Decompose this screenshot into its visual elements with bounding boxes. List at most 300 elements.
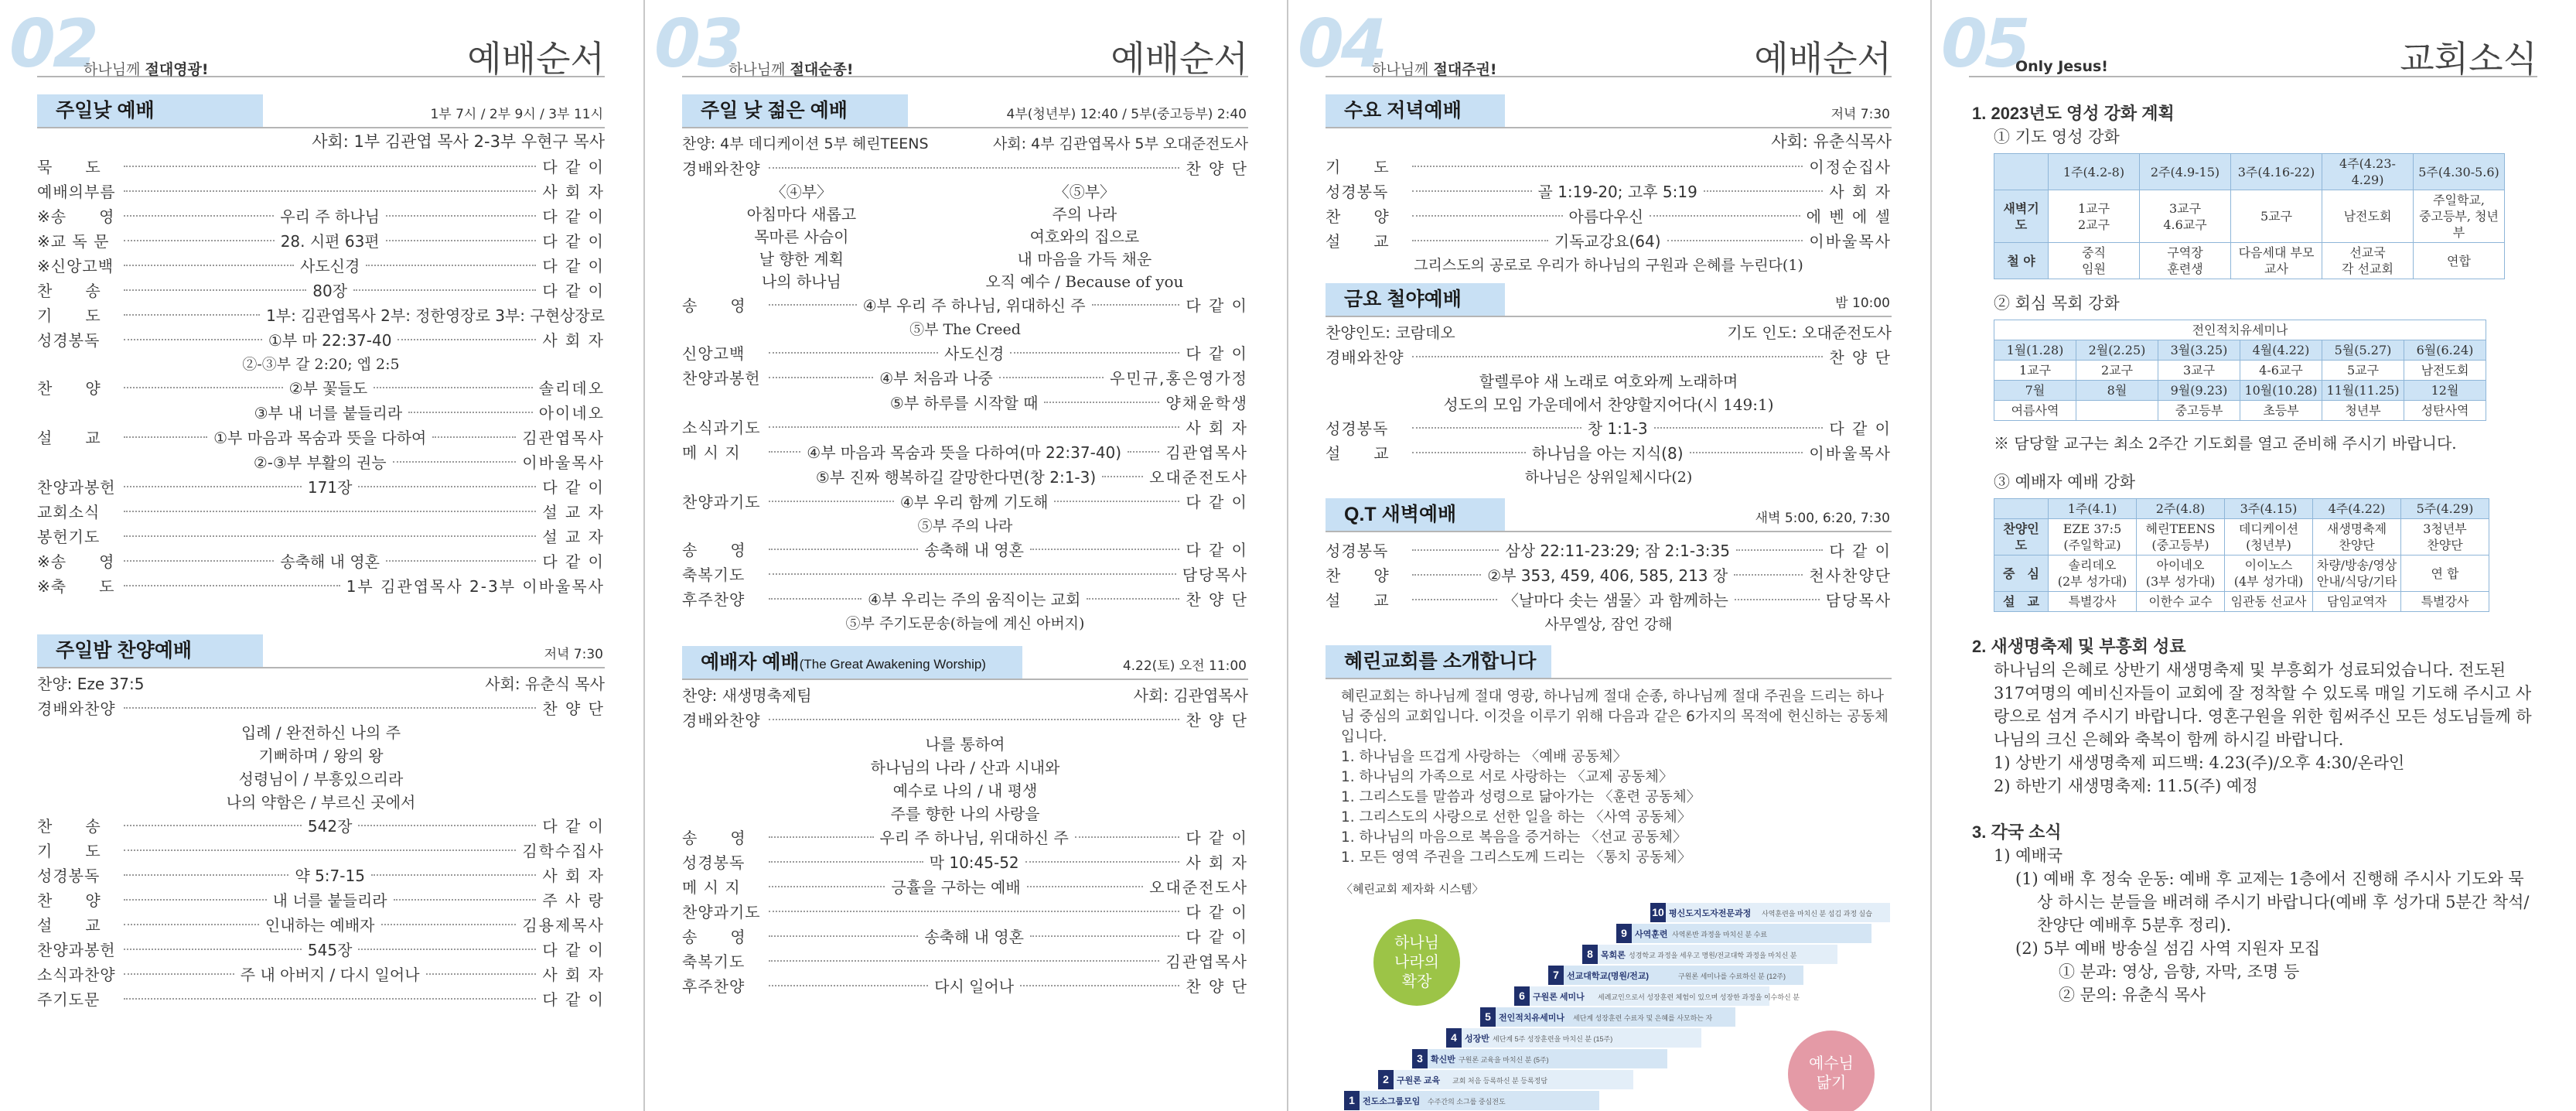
order-leader: 김용제목사 <box>522 916 605 935</box>
order-leader: 1부 김관엽목사 2-3부 이바울목사 <box>346 577 605 596</box>
order-label: 송 영 <box>682 541 746 559</box>
table-note: ※ 담당할 교구는 최소 2주간 기도회를 열고 준비해 주시기 바랍니다. <box>1994 434 2457 453</box>
stair-text: 평신도지도자전문과정 <box>1669 909 1752 918</box>
order-item: 주 내 아버지 / 다시 일어나 <box>240 966 420 984</box>
order-row <box>37 179 605 204</box>
praise-line: 찬양인도: 코람데오 기도 인도: 오대준전도사 <box>1326 323 1892 342</box>
page-number: 03 <box>654 5 741 83</box>
order-label: 설 교 <box>1326 591 1390 610</box>
order-row <box>682 925 1248 949</box>
order-sub: ②-③부 갈 2:20; 엡 2:5 <box>242 356 400 373</box>
order-row <box>37 962 605 987</box>
text-line: 목마른 사슴이 <box>754 227 849 246</box>
order-row <box>37 814 605 839</box>
order-leader: 다 같 이 <box>1186 541 1249 559</box>
order-row <box>37 863 605 888</box>
order-leader: 다 같 이 <box>1186 344 1248 363</box>
order-leader: 다 같 이 <box>542 257 605 275</box>
table-cell: 6월(6.24) <box>2404 340 2486 361</box>
table-cell: 찬양인도 <box>1994 519 2049 556</box>
table-cell: 중 심 <box>1994 556 2049 592</box>
order-row <box>682 826 1248 850</box>
order-row <box>37 303 605 328</box>
table-cell: 여름사역 <box>1994 401 2076 421</box>
order-list <box>682 156 1248 181</box>
prayer-schedule-table <box>1994 153 2505 279</box>
table-cell: 청년부 <box>2322 401 2404 421</box>
section-header-intro: 혜린교회를 소개합니다 <box>1326 645 1892 679</box>
order-list <box>1326 538 1892 613</box>
worship-schedule-table <box>1994 498 2489 612</box>
stair-text: 확신반 <box>1431 1055 1455 1065</box>
order-item: 기독교강요(64) <box>1554 232 1661 251</box>
order-row <box>37 204 605 229</box>
order-row <box>1326 441 1892 466</box>
table-cell: 5교구 <box>2322 361 2404 381</box>
order-item: ①부 마음과 목숨과 뜻을 다하여 <box>213 429 427 447</box>
order-item: ②부 353, 459, 406, 585, 213 장 <box>1487 566 1728 585</box>
table-cell: 3교구 4.6교구 <box>2140 190 2231 243</box>
order-row <box>37 376 605 401</box>
page-header <box>9 0 605 83</box>
order-row <box>1326 416 1892 441</box>
order-label: 찬양과봉헌 <box>37 941 116 959</box>
news-item: ① 분과: 영상, 음향, 자막, 조명 등 <box>2059 962 2300 981</box>
section-header-wednesday: 수요 저녁예배 저녁 7:30 <box>1326 94 1892 128</box>
order-leader: 다 같 이 <box>1186 928 1249 946</box>
order-item: ④부 마음과 목숨과 뜻을 다하여(마 22:37-40) <box>807 443 1122 462</box>
order-sub: ⑤부 주기도문송(하늘에 계신 아버지) <box>845 615 1085 632</box>
news-item: (1) 예배 후 정숙 운동: 예배 후 교제는 1층에서 진행해 주시사 기도와 묵상 하시는 분들을 배려해 주시기 바랍니다(예배 후 성가대 5분간 착석/찬양단 예배후 5분후 정리). <box>2015 870 2530 935</box>
table-cell: 5주(4.30-5.6) <box>2414 154 2505 190</box>
order-row <box>37 987 605 1012</box>
page-tagline: 하나님께 절대주권! <box>1372 61 1497 78</box>
stair-text: 5 <box>1485 1010 1491 1023</box>
stair-text: 10 <box>1652 906 1664 918</box>
text-line: 확장 <box>1401 972 1432 990</box>
order-label: 성경봉독 <box>1326 542 1389 560</box>
order-label: 찬 양 <box>1326 207 1390 226</box>
page-03 <box>643 0 1287 1111</box>
stair-text: 6 <box>1519 990 1525 1002</box>
lyric-line: 성도의 모임 가운데에서 찬양할지어다(시 149:1) <box>1443 395 1774 414</box>
stair-text: 목회론 <box>1601 951 1626 960</box>
text-line: 예수님 <box>1809 1054 1854 1072</box>
order-leader: 설 교 자 <box>542 503 605 521</box>
stair-text: 구원론 교육 <box>1397 1076 1441 1085</box>
order-sub: ⑤부 The Creed <box>909 321 1021 338</box>
text-line: 오직 예수 / Because of you <box>985 272 1184 291</box>
order-list <box>682 490 1248 514</box>
discipleship-diagram <box>1326 879 1892 1111</box>
sub-caption: ① 기도 영성 강화 <box>1994 128 2120 146</box>
table-title: 전인적치유세미나 <box>1994 320 2486 340</box>
order-list <box>1326 416 1892 466</box>
presider: 사회: 1부 김관엽 목사 2-3부 우현구 목사 <box>312 132 605 151</box>
table-cell: 남전도회 <box>2322 190 2414 243</box>
table-cell: 임관동 선교사 <box>2225 592 2313 612</box>
order-row <box>682 366 1248 391</box>
table-cell: 특별강사 <box>2049 592 2137 612</box>
sub-caption: ② 회심 목회 강화 <box>1994 294 2120 313</box>
stair-text: 4 <box>1451 1031 1457 1044</box>
order-label: ※송 영 <box>37 552 115 571</box>
order-label: 신앙고백 <box>682 344 746 363</box>
order-label: 송 영 <box>682 928 746 946</box>
table-cell: 구역장 훈련생 <box>2140 243 2231 279</box>
order-row <box>682 974 1248 999</box>
table-cell: 4-6교구 <box>2240 361 2322 381</box>
order-leader: 찬 양 단 <box>1186 711 1248 730</box>
table-cell: 특별강사 <box>2401 592 2489 612</box>
stair-text: 구원론 교육을 마치신 분 (5주) <box>1459 1056 1549 1064</box>
table-cell: 4주(4.22) <box>2313 499 2401 519</box>
news-heading: 3. 각국 소식 <box>1972 822 2062 842</box>
page-header <box>1298 0 1892 83</box>
lyrics <box>1326 370 1892 416</box>
order-label: 설 교 <box>1326 444 1390 463</box>
table-cell: 3청년부 찬양단 <box>2401 519 2489 556</box>
table-cell: 1월(1.28) <box>1994 340 2076 361</box>
seminar-schedule-table <box>1994 320 2486 421</box>
text-line: 날 향한 계획 <box>759 250 844 268</box>
order-item: 인내하는 예배자 <box>264 916 375 935</box>
order-row <box>37 500 605 525</box>
order-row <box>682 850 1248 875</box>
order-row <box>37 229 605 254</box>
order-row: ⑤부 진짜 행복하길 갈망한다면(창 2:1-3) 오대준전도사 <box>815 468 1248 487</box>
text-line: 1. 하나님의 마음으로 복음을 증거하는 〈선교 공동체〉 <box>1341 829 1687 846</box>
order-leader: 다 같 이 <box>542 158 605 176</box>
order-row <box>1326 179 1892 204</box>
lyric-line: 나를 통하여 <box>925 735 1005 754</box>
order-label: 설 교 <box>37 429 101 447</box>
page-header <box>654 0 1248 83</box>
table-cell: 5주(4.29) <box>2401 499 2489 519</box>
stair-text: 9 <box>1621 927 1627 939</box>
stair-text: 구원론 세미나를 수료하신 분 (12주) <box>1678 973 1786 980</box>
order-leader: 다 같 이 <box>1186 493 1248 511</box>
order-sub: 하나님은 상위일체시다(2) <box>1524 469 1693 486</box>
stair-text: 세단계 성장훈련 수료자 및 은혜를 사모하는 자 <box>1573 1014 1713 1022</box>
stair-text: 7 <box>1553 969 1559 981</box>
order-label: 기 도 <box>37 842 101 860</box>
table-cell: 연합 <box>2414 243 2505 279</box>
stair-text: 성장반 <box>1465 1034 1489 1044</box>
order-row <box>682 293 1248 318</box>
order-label: 예배의부름 <box>37 183 116 201</box>
table-cell: 담임교역자 <box>2313 592 2401 612</box>
order-leader: 천사찬양단 <box>1809 566 1892 585</box>
section-header-friday: 금요 철야예배 밤 10:00 <box>1326 283 1892 317</box>
order-label: 성경봉독 <box>37 331 101 350</box>
order-sub: ⑤부 주의 나라 <box>917 518 1013 535</box>
stair-text: 선교대학교(명원/전교) <box>1567 972 1650 981</box>
order-label: 설 교 <box>37 916 101 935</box>
lyric-line: 기뻐하며 / 왕의 왕 <box>258 747 384 765</box>
text-line: 1. 모든 영역 주권을 그리스도께 드리는 〈통치 공동체〉 <box>1341 849 1692 866</box>
order-leader: 다 같 이 <box>1186 903 1248 921</box>
order-list <box>1326 345 1892 370</box>
sub-caption: ③ 예배자 예배 강화 <box>1994 473 2136 491</box>
order-leader: 이정순집사 <box>1809 158 1892 176</box>
order-row: ②-③부 부활의 권능 이바울목사 <box>253 453 606 472</box>
order-row <box>37 279 605 303</box>
order-row <box>37 475 605 500</box>
circle-christlike <box>1788 1031 1875 1111</box>
table-cell: 1교구 2교구 <box>2049 190 2140 243</box>
order-leader: 김관엽목사 <box>1165 443 1248 462</box>
page-02 <box>0 0 643 1111</box>
order-list <box>682 293 1248 318</box>
text-line: 여호와의 집으로 <box>1029 227 1140 246</box>
table-cell: 5월(5.27) <box>2322 340 2404 361</box>
table-cell: 4월(4.22) <box>2240 340 2322 361</box>
order-row <box>1326 538 1892 563</box>
page-title: 예배순서 <box>1111 38 1248 80</box>
order-label: 경배와찬양 <box>682 159 761 178</box>
page-tagline: 하나님께 절대순종! <box>728 61 854 78</box>
text-line: 〈⑤부〉 <box>1053 183 1116 201</box>
table-cell: 이이노스 (4부 성가대) <box>2225 556 2313 592</box>
intro-text <box>1326 687 1892 868</box>
order-label: 축복기도 <box>682 566 746 584</box>
order-row <box>37 696 605 721</box>
table-cell: 1주(4.2-8) <box>2049 154 2140 190</box>
order-item: 송축해 내 영혼 <box>924 928 1024 946</box>
stair-text: 사역훈련을 마치신 분 섬김 과정 실습 <box>1762 910 1872 918</box>
order-row <box>37 426 605 450</box>
page-tagline: 하나님께 절대영광! <box>84 61 209 78</box>
order-label: 찬양과기도 <box>682 903 761 921</box>
order-row <box>682 490 1248 514</box>
stair-text: 3 <box>1417 1052 1423 1065</box>
order-leader: 사 회 자 <box>542 966 606 984</box>
order-leader: 김관엽목사 <box>1165 952 1248 971</box>
order-item: ②부 꽃들도 <box>288 379 368 398</box>
order-row <box>1326 204 1892 229</box>
table-cell: 데디케이션 (청년부) <box>2225 519 2313 556</box>
table-cell: 10월(10.28) <box>2240 381 2322 401</box>
table-cell: 선교국 각 선교회 <box>2322 243 2414 279</box>
table-cell: 성탄사역 <box>2404 401 2486 421</box>
news-heading: 1. 2023년도 영성 강화 계획 <box>1972 104 2175 123</box>
table-cell: 1주(4.1) <box>2049 499 2137 519</box>
order-row: ③부 내 너를 붙들리라 아이네오 <box>254 404 605 422</box>
table-cell: 남전도회 <box>2404 361 2486 381</box>
table-cell: 1교구 <box>1994 361 2076 381</box>
lyric-line: 입례 / 완전하신 나의 주 <box>241 723 401 742</box>
order-label: ※교 독 문 <box>37 232 110 251</box>
table-cell: 8월 <box>2076 381 2158 401</box>
table-cell: 5교구 <box>2231 190 2322 243</box>
order-label: 찬양과봉헌 <box>37 478 116 497</box>
text-line: 〈④부〉 <box>770 183 833 201</box>
order-list <box>682 341 1248 391</box>
page-title: 예배순서 <box>467 38 605 80</box>
lyric-line: 나의 약함은 / 부르신 곳에서 <box>226 793 416 812</box>
page-number: 05 <box>1941 5 2028 83</box>
order-item: 우리 주 하나님, 위대하신 주 <box>879 829 1069 847</box>
order-list <box>37 426 605 450</box>
table-cell: 12월 <box>2404 381 2486 401</box>
order-list <box>37 696 605 721</box>
order-item: 다시 일어나 <box>934 977 1015 996</box>
stair-text: 세례교인으로서 성장훈련 체험이 있으며 성장한 과정을 이수하신 분 <box>1598 993 1800 1001</box>
order-label: 후주찬양 <box>682 590 746 609</box>
news-item: 1) 상반기 새생명축제 피드백: 4.23(주)/오후 4:30/온라인 <box>1994 754 2405 772</box>
order-row <box>37 254 605 279</box>
table-cell: 새벽기도 <box>1994 190 2049 243</box>
table-cell: 중고등부 <box>2158 401 2240 421</box>
order-label: 찬 송 <box>37 282 101 300</box>
order-label: 경배와찬양 <box>37 699 116 718</box>
order-label: 성경봉독 <box>37 867 101 885</box>
order-leader: 솔리데오 <box>538 379 606 398</box>
order-row <box>37 938 605 962</box>
order-row <box>1326 229 1892 254</box>
table-cell: 솔리데오 (2부 성가대) <box>2049 556 2137 592</box>
page-number: 04 <box>1298 5 1384 83</box>
order-item: 1부: 김관엽목사 2부: 정한영장로 3부: 구현상장로 <box>266 306 605 325</box>
order-leader: 다 같 이 <box>542 207 606 226</box>
order-label: 기 도 <box>37 306 101 325</box>
order-label: 묵 도 <box>37 158 101 176</box>
news-heading: 2. 새생명축제 및 부흥회 성료 <box>1972 637 2186 656</box>
table-cell: 2교구 <box>2076 361 2158 381</box>
order-row <box>682 341 1248 366</box>
order-row <box>682 949 1248 974</box>
order-list <box>682 826 1248 999</box>
order-item: 우리 주 하나님 <box>280 207 380 226</box>
order-item: ④부 우리는 주의 움직이는 교회 <box>868 590 1081 609</box>
stair-text: 전인적치유세미나 <box>1499 1014 1565 1023</box>
order-label: 성경봉독 <box>1326 419 1389 438</box>
table-cell: 3월(3.25) <box>2158 340 2240 361</box>
order-leader: 주 사 랑 <box>542 891 605 910</box>
order-leader: 사 회 자 <box>542 867 605 885</box>
order-row <box>37 328 605 353</box>
table-cell: 새생명축제 찬양단 <box>2313 519 2401 556</box>
order-list <box>682 708 1248 733</box>
order-row <box>682 415 1248 440</box>
order-item: 창 1:1-3 <box>1587 419 1648 438</box>
order-row <box>682 708 1248 733</box>
order-row <box>682 156 1248 181</box>
order-row <box>37 574 605 599</box>
lyric-line: 할렐루야 새 노래로 여호와께 노래하며 <box>1479 372 1738 391</box>
order-item: 골 1:19-20; 고후 5:19 <box>1537 183 1697 201</box>
lyric-line: 예수로 나의 / 내 평생 <box>892 781 1038 800</box>
order-label: ※신앙고백 <box>37 257 114 275</box>
order-label: 후주찬양 <box>682 977 746 996</box>
order-item: 내 너를 붙들리라 <box>272 891 387 910</box>
order-label: 찬 양 <box>37 891 101 910</box>
order-label: 기 도 <box>1326 158 1390 176</box>
lyrics <box>37 721 605 814</box>
order-row <box>1326 345 1892 370</box>
table-cell: 다음세대 부모 교사 <box>2231 243 2322 279</box>
order-sub: 그리스도의 공로로 우리가 하나님의 구원과 은혜를 누린다(1) <box>1414 257 1803 274</box>
stair-text: 수주간의 소그룹 중심전도 <box>1428 1098 1506 1106</box>
order-label: 설 교 <box>1326 232 1390 251</box>
order-leader: 설 교 자 <box>542 528 605 546</box>
order-row <box>37 839 605 863</box>
order-leader: 김학수집사 <box>522 842 605 860</box>
order-item: ④부 우리 함께 기도해 <box>899 493 1049 511</box>
text-line: 내 마음을 가득 채운 <box>1017 250 1152 268</box>
table-cell: 중직 임원 <box>2049 243 2140 279</box>
stair-text: 전도소그룹모임 <box>1363 1097 1421 1106</box>
order-row <box>1326 563 1892 588</box>
text-line: 나라의 <box>1394 952 1439 971</box>
page-05 <box>1930 0 2576 1111</box>
lyric-line: 주를 향한 나의 사랑을 <box>890 805 1040 823</box>
order-leader: 다 같 이 <box>542 552 606 571</box>
order-row <box>682 587 1248 612</box>
order-label: 찬 송 <box>37 817 101 836</box>
section-header-youth: 주일 낮 젊은 예배 4부(청년부) 12:40 / 5부(중고등부) 2:40 <box>682 94 1248 128</box>
page-number: 02 <box>9 5 96 83</box>
order-item: ④부 우리 주 하나님, 위대하신 주 <box>862 296 1086 315</box>
order-leader: 찬 양 단 <box>1186 977 1248 996</box>
praise-line: 찬양: Eze 37:5 사회: 유춘식 목사 <box>37 675 605 693</box>
text-line: 주의 나라 <box>1052 205 1117 224</box>
order-leader: 다 같 이 <box>1186 829 1248 847</box>
order-label: 교회소식 <box>37 503 101 521</box>
order-label: 경배와찬양 <box>1326 348 1404 367</box>
table-cell: EZE 37:5 (주일학교) <box>2049 519 2137 556</box>
text-line: 1. 하나님의 가족으로 서로 사랑하는 〈교제 공동체〉 <box>1341 769 1674 785</box>
stair-text: 8 <box>1587 948 1593 960</box>
order-label: 찬양과봉헌 <box>682 369 761 388</box>
order-row <box>37 913 605 938</box>
order-list <box>1326 155 1892 254</box>
stair-text: 구원론 세미나 <box>1533 993 1585 1002</box>
presider: 사회: 유춘식목사 <box>1771 132 1892 151</box>
order-sub: 사무엘상, 잠언 강해 <box>1544 616 1673 633</box>
lyric-line: 성령님이 / 부흥있으리라 <box>238 770 404 788</box>
order-leader: 찬 양 단 <box>542 699 605 718</box>
order-item: 아름다우신 <box>1568 207 1644 226</box>
stair-text: 2 <box>1383 1073 1389 1085</box>
table-cell: 헤린TEENS (중고등부) <box>2137 519 2225 556</box>
table-cell: 주일학교, 중고등부, 청년부 <box>2414 190 2505 243</box>
stair-text: 사역훈련 <box>1635 930 1668 939</box>
order-leader: 김관엽목사 <box>522 429 605 447</box>
order-label: 찬 양 <box>37 379 101 398</box>
news-item: 1) 예배국 <box>1994 846 2063 865</box>
order-item: 긍휼을 구하는 예배 <box>891 878 1021 897</box>
order-list <box>37 155 605 353</box>
order-list <box>37 376 605 401</box>
order-item: 28. 시편 63편 <box>280 232 380 251</box>
table-cell: 이한수 교수 <box>2137 592 2225 612</box>
order-leader: 다 같 이 <box>1829 419 1892 438</box>
lyric-line: 하나님의 나라 / 산과 시내와 <box>870 758 1060 777</box>
table-cell: 11월(11.25) <box>2322 381 2404 401</box>
praise-line: 찬양: 새생명축제팀 사회: 김관엽목사 <box>682 686 1248 705</box>
order-leader: 다 같 이 <box>542 990 605 1009</box>
table-cell: 아이네오 (3부 성가대) <box>2137 556 2225 592</box>
order-label: ※송 영 <box>37 207 115 226</box>
order-leader: 담당목사 <box>1182 566 1248 584</box>
order-label: 찬 양 <box>1326 566 1390 585</box>
table-cell: 9월(9.23) <box>2158 381 2240 401</box>
text-line: 닮기 <box>1816 1073 1847 1092</box>
order-leader: 다 같 이 <box>1829 542 1892 560</box>
text-line: 나의 하나님 <box>761 272 841 291</box>
